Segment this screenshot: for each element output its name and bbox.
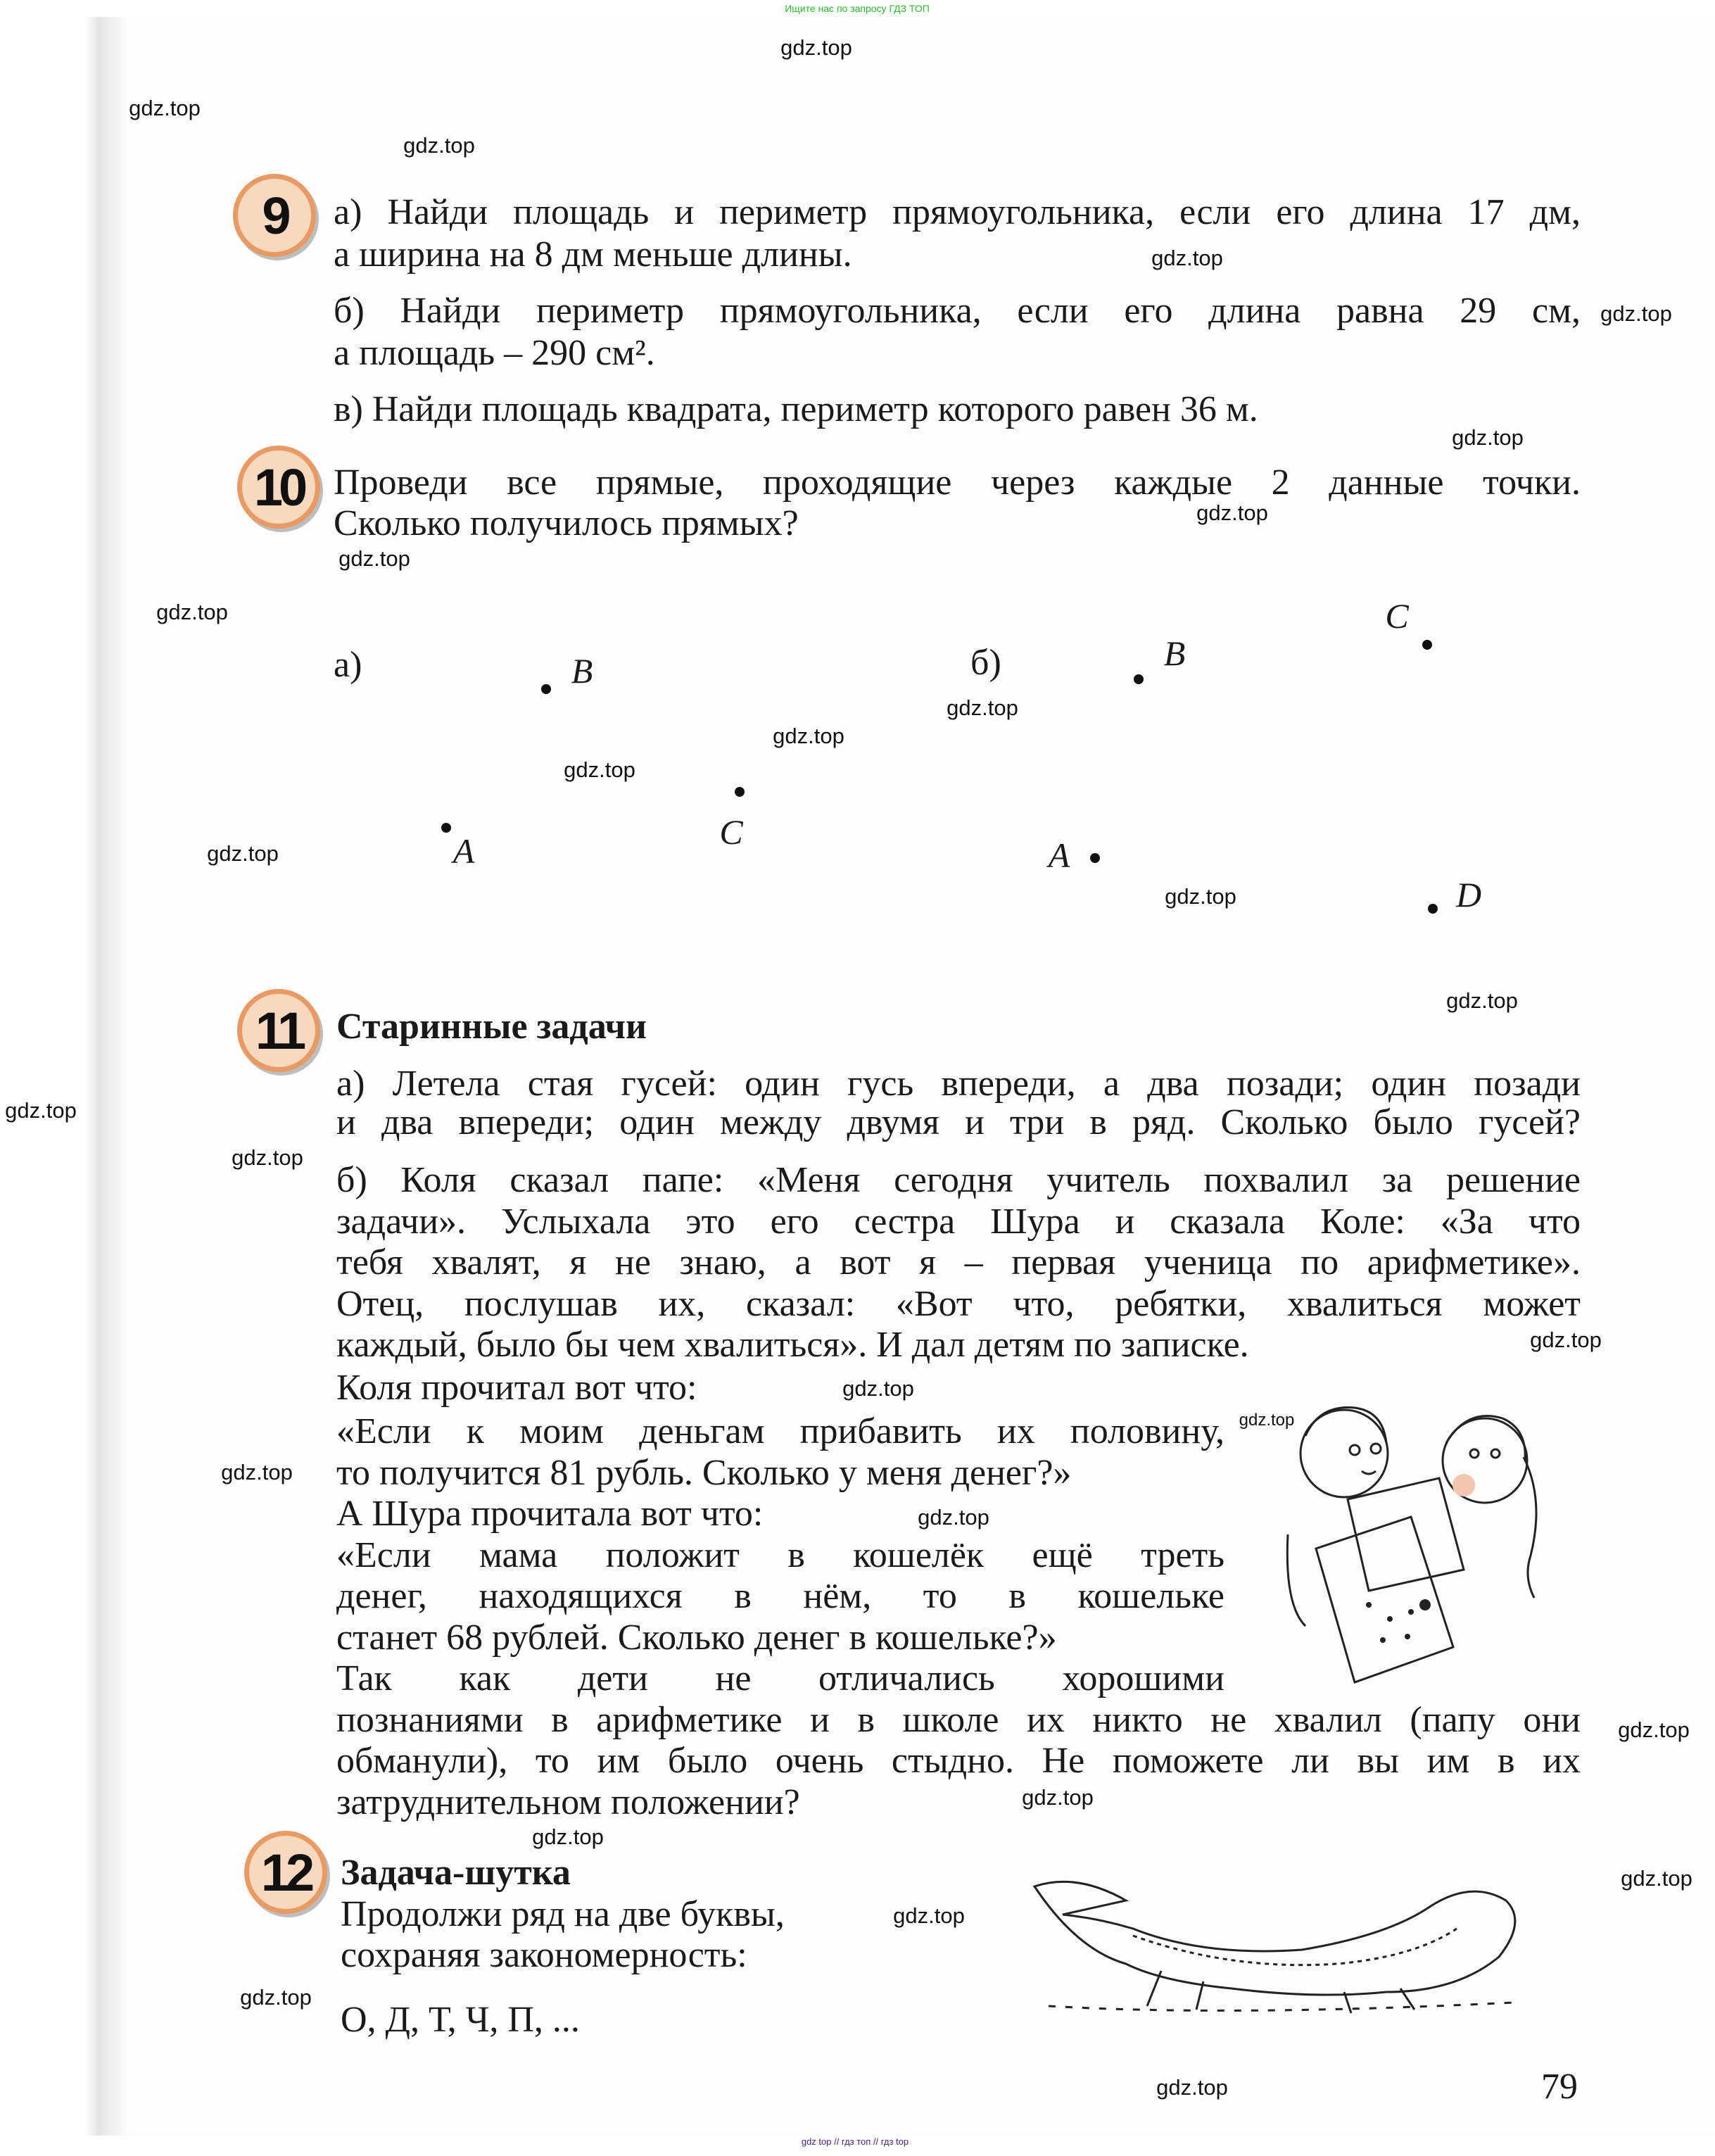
watermark: gdz.top <box>564 757 635 782</box>
watermark: gdz.top <box>129 96 201 120</box>
watermark: gdz.top <box>532 1824 604 1849</box>
problem-11-badge: 11 <box>237 989 320 1072</box>
point-b-B-label: B <box>1163 633 1186 673</box>
point-a-B-label: B <box>571 651 593 691</box>
p11-line: б) Коля сказал папе: «Меня сегодня учитель похвалил за решение <box>336 1160 1581 1200</box>
watermark: gdz.top <box>1156 2075 1228 2100</box>
point-b-D-label: D <box>1455 875 1482 914</box>
watermark: gdz.top <box>1530 1328 1602 1352</box>
watermark: gdz.top <box>947 695 1018 720</box>
p11-line: познаниями в арифметике и в школе их никто не хвалил (папу они <box>336 1700 1581 1740</box>
point-b-B <box>1134 674 1144 684</box>
watermark: gdz.top <box>232 1145 303 1170</box>
p11-line: станет 68 рублей. Сколько денег в кошельке?» <box>336 1618 1057 1658</box>
p10-line: Проведи все прямые, проходящие через каждые 2 данные точки. <box>334 462 1581 503</box>
problem-9-badge: 9 <box>233 174 316 257</box>
watermark: gdz.top <box>240 1985 312 2010</box>
p11-line: каждый, было бы чем хвалиться». И дал детям по записке. <box>336 1325 1249 1365</box>
part-b-label: б) <box>970 643 1001 683</box>
point-a-A <box>441 823 451 833</box>
children-reading-notes-illustration <box>1277 1394 1573 1696</box>
p11-line: задачи». Услыхала это его сестра Шура и сказала Коле: «За что <box>336 1202 1581 1242</box>
watermark: gdz.top <box>780 35 852 60</box>
point-b-A-label: A <box>1048 836 1070 875</box>
p9-line: а ширина на 8 дм меньше длины. <box>334 234 852 275</box>
watermark: gdz.top <box>1022 1785 1094 1810</box>
watermark: gdz.top <box>1165 884 1236 909</box>
watermark: gdz.top <box>207 841 279 866</box>
watermark: gdz.top <box>1151 246 1223 270</box>
p9-line: а) Найди площадь и периметр прямоугольника, если его длина 17 дм, <box>334 192 1581 232</box>
p12-title: Задача-шутка <box>341 1853 571 1893</box>
crocodile-illustration <box>1020 1858 1541 2020</box>
part-a-label: а) <box>334 645 362 685</box>
watermark: gdz.top <box>1600 301 1672 326</box>
watermark: gdz.top <box>1621 1866 1692 1891</box>
watermark: gdz.top <box>156 600 228 624</box>
page-binding-shadow <box>0 17 127 2136</box>
top-note: Ищите нас по запросу ГДЗ ТОП <box>785 3 930 14</box>
point-a-C <box>735 787 745 797</box>
p12-line: сохраняя закономерность: <box>341 1935 747 1975</box>
p11-line: «Если к моим деньгам прибавить их половину, <box>336 1411 1224 1451</box>
p11-line: Отец, послушав их, сказал: «Вот что, ребятки, хвалиться может <box>336 1284 1581 1324</box>
problem-12-badge: 12 <box>244 1831 327 1914</box>
p11-line: денег, находящихся в нём, то в кошельке <box>336 1576 1224 1616</box>
p12-line: Продолжи ряд на две буквы, <box>341 1894 785 1934</box>
p9-line: а площадь – 290 см². <box>334 333 655 373</box>
p11-title: Старинные задачи <box>336 1007 647 1047</box>
p9-line: в) Найди площадь квадрата, периметр которого равен 36 м. <box>334 389 1258 429</box>
p11-line: обманули), то им было очень стыдно. Не поможете ли вы им в их <box>336 1741 1581 1781</box>
watermark: gdz.top <box>1196 500 1268 525</box>
p11-line: затруднительном положении? <box>336 1782 800 1822</box>
p10-line: Сколько получилось прямых? <box>334 503 799 543</box>
p11-line: а) Летела стая гусей: один гусь впереди, а два позади; один позади <box>336 1064 1581 1104</box>
p11-line: и два впереди; один между двумя и три в ряд. Сколько было гусей? <box>336 1102 1581 1142</box>
page-number: 79 <box>1541 2067 1578 2107</box>
problem-10-badge: 10 <box>237 446 320 529</box>
point-b-C-label: C <box>1385 596 1409 636</box>
watermark: gdz.top <box>403 133 475 158</box>
p11-line: Коля прочитал вот что: <box>336 1368 697 1408</box>
point-a-A-label: A <box>453 831 475 871</box>
p11-line: «Если мама положит в кошелёк ещё треть <box>336 1535 1224 1575</box>
p11-line: тебя хвалят, я не знаю, а вот я – первая ученица по арифметике». <box>336 1242 1581 1282</box>
watermark: gdz.top <box>773 724 844 748</box>
watermark: gdz.top <box>893 1903 965 1928</box>
watermark: gdz.top <box>1446 988 1518 1013</box>
p11-line: А Шура прочитала вот что: <box>336 1494 764 1534</box>
footer-note: gdz top // гдз топ // гдз top <box>801 2136 909 2147</box>
p11-line: то получится 81 рубль. Сколько у меня денег?» <box>336 1453 1072 1493</box>
watermark: gdz.top <box>1452 425 1524 450</box>
watermark: gdz.top <box>1239 1411 1295 1430</box>
point-a-C-label: C <box>719 812 743 852</box>
point-b-D <box>1428 904 1438 914</box>
watermark: gdz.top <box>1618 1717 1690 1742</box>
watermark: gdz.top <box>842 1376 914 1401</box>
point-a-B <box>541 684 551 694</box>
watermark: gdz.top <box>338 546 410 571</box>
watermark: gdz.top <box>918 1505 989 1530</box>
watermark: gdz.top <box>221 1460 293 1484</box>
watermark: gdz.top <box>5 1098 77 1123</box>
point-b-A <box>1090 853 1100 863</box>
p12-line: О, Д, Т, Ч, П, ... <box>341 2000 580 2040</box>
point-b-C <box>1422 640 1432 650</box>
p9-line: б) Найди периметр прямоугольника, если его длина равна 29 см, <box>334 291 1581 331</box>
p11-line: Так как дети не отличались хорошими <box>336 1658 1224 1698</box>
